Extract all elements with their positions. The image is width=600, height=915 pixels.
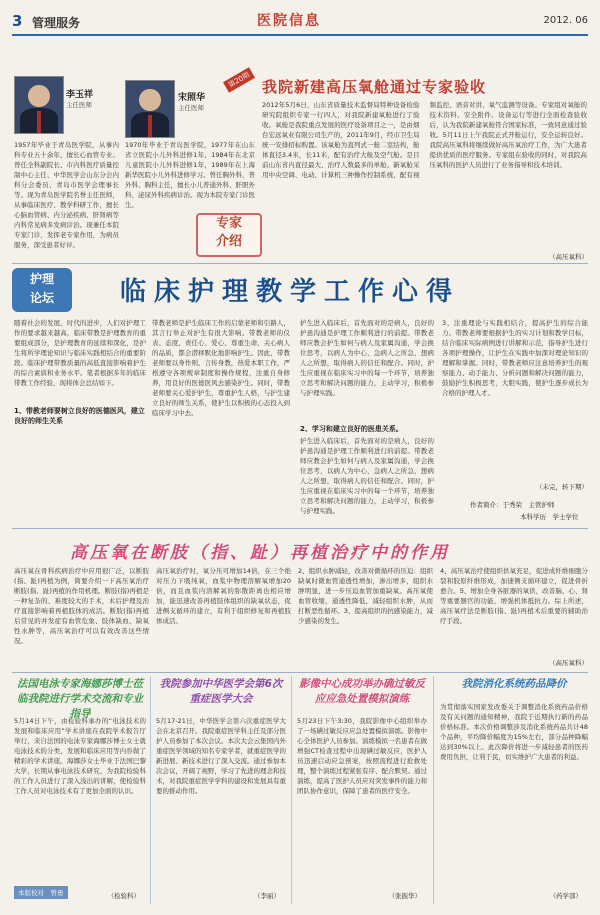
column-separator — [433, 676, 434, 904]
bottom-news-3 — [297, 676, 427, 904]
nursing-article-title: 临床护理教学工作心得 — [120, 277, 461, 307]
section-divider — [12, 263, 588, 264]
section-name: 管理服务 — [32, 16, 81, 30]
nursing-col-2: 带教老师是护生临床工作的启蒙老师和引路人，其言行举止对护生有很大影响。带教老师的仪表、态度、责任心、爱心、尊重生命、关心病人的品质，都会潜移默化地影响护生。因此，带教老师要以身作则、言传身教，热爱本职工作，严格遵守各项规章制度和操作规程，注重自身修养，用良好的医德医风去感染护生。同时，带教老师要关心爱护护生，尊重护生人格，与护生建立良好的师生关系，使护生以积极的心态投入到临床学习中去。 — [152, 319, 290, 417]
nursing-subheading-2: 2、学习和建立良好的医患关系。 — [300, 425, 403, 433]
bottom-news-3-title: 影像中心成功举办确过敏反应应急处置模拟演练 — [299, 678, 425, 705]
hbo-col-4: 4、高压氧治疗使组织供氧充足，促进成纤维细胞分裂和胶原纤维形成，加速侧支循环建立，促进骨折愈合。5、增加全身各脏器的氧供，改善脑、心、肾等重要器官的功能，增强机体抵抗力。综上所述，高压氧疗法是断肢(指、趾)再植术后重要的辅助治疗手段。 — [440, 567, 588, 625]
photo-face-shape — [28, 85, 49, 107]
proofreader-tag: 本版校对 曾勇 — [14, 886, 68, 899]
hbo-col-3: 2、组织水肿减轻，改善对微循环的压迫：组织缺氧时微血管通透性增加，渗出增多，组织水肿明显，进一步压迫血管加重缺氧。高压氧使血管收缩，通透性降低，减轻组织水肿，从而打断恶性循环。3、提高组织的抗感染能力，减少感染的发生。 — [298, 567, 433, 625]
issue-tag: 第20期 — [223, 67, 255, 92]
hbo-col-1: 高压氧在骨科疾病治疗中应用很广泛，以断肢(指、趾)再植为例，简要介绍一下高压氧治疗断肢(指、趾)再植的作用机理。断肢(指)再植是一种复杂的、难度较大的手术，术后护理及治疗直接影响着再植肢体的成活。断肢(指)再植后常见的并发症有血管危象、肢体缺血、缺氧性水肿等，高压氧治疗可以有效改善这些情况。 — [14, 567, 149, 645]
news-signoff-oxygen: （高压氧科） — [549, 253, 588, 261]
nursing-col-4: 3、注重理论与实践相结合，提高护生的综合能力。带教老师要根据护生的实习计划和教学目标，结合临床实际病例进行讲解和示范，指导护生进行各项护理操作，让护生在实践中加深对理论知识的理解和掌握。同时，带教老师应注意培养护生的观察能力、动手能力、分析问题和解决问题的能力，鼓励护生积极思考，大胆实践，使护生逐步成长为合格的护理人才。 — [442, 319, 588, 397]
bottom-news-1 — [14, 676, 146, 904]
newspaper-logo: 医院信息 — [257, 13, 321, 29]
bottom-news-4-sign: （药学部） — [549, 892, 582, 900]
nursing-tag-line1: 护理 — [29, 272, 54, 286]
expert-1-bio: 1957年毕业于青岛医学院，从事内科专业五十余年，擅长心血管专业。曾任全科副院长、市内科医疗质量控制中心主任、中华医学会山东分会内科分会委员、青岛市医学会理事长等。现为青岛医学院名誉主任医师，从事临床医疗、教学科研工作，擅长心脑血管病、内分泌疾病、肝肾病等内科常见病多发病诊治。现兼任本院专家门诊，发挥老专家作用，为病员服务，深受患者好评。 — [14, 141, 119, 249]
photo-tie-shape — [148, 115, 152, 137]
expert-2-name: 宋照华 — [178, 93, 206, 103]
photo-tie-shape — [37, 111, 41, 133]
bottom-news-2-title: 我院参加中华医学会第6次重症医学大会 — [159, 678, 283, 705]
expert-photo-1 — [14, 76, 64, 134]
news-body-oxygen-chamber: 2012年5月6日，山东省质量技术监督局特种设备检验研究院组织专家一行四人，对我院新建氧舱进行了验收。氧舱是我院重点发展的医疗设备项目之一，是由烟台宏远氧业有限公司生产的，2011年9月，经市卫生局统一安排招标购置。该氧舱为直列式一舱二室结构，舱体直径3.4米，长11米，配有治疗大舱及空气舱。是目前山东省内直径最大、治疗人数最多的单舱。新氧舱采用中央空调、电动、计算机三种操作控制系统，配有视频监控、语音对讲、氧气监测等设备。专家组对氧舱的技术资料、安全附件、设备运行等进行全面检查验收后，认为我院新建氧舱符合国家标准，一致同意通过验收。5月11日上午我院正式开舱运行，安全运转良好。我院高压氧科将继续做好高压氧治疗工作，为广大患者提供优质的医疗服务。专家组在验收的同时，对我院高压氧科的医护人员进行了业务指导和技术培训。 — [262, 101, 587, 179]
nursing-author-line-1: 作者简介：于秀荣 主管护师 — [470, 501, 555, 509]
intro-badge-line1: 专家 — [215, 216, 242, 231]
expert-2-role: 主任医师 — [178, 104, 204, 112]
news-title-oxygen-chamber: 我院新建高压氧舱通过专家验收 — [262, 78, 487, 96]
bottom-news-4-body: 为贯彻落实国家发改委关于调整消化系统药品价格及有关问题的通知精神，我院于近期执行新的药品价格标准。本次价格调整涉及消化系统药品共计48个品种，平均降价幅度为15%左右，部分品种降幅达到30%以上。此次降价将进一步减轻患者的医药费用负担，让利于民，切实维护广大患者的利益。 — [440, 703, 588, 761]
bottom-news-4-title: 我院消化系统药品降价 — [461, 678, 567, 690]
nursing-forum-tag — [12, 268, 72, 312]
page-header — [12, 10, 588, 36]
bottom-news-2 — [156, 676, 286, 904]
page-number: 3 — [12, 12, 23, 30]
bottom-news-1-sign: （检验科） — [107, 892, 140, 900]
nursing-col-1: 随着社会的发展，时代的进步，人们对护理工作的要求越来越高，临床带教是护理教育的重要组成部分，是护理教育的延续和深化，是护生将所学理论知识与临床实践相结合的重要阶段。临床护理带教质量的高低直接影响着护生的综合素质和业务水平。笔者根据多年的临床带教工作经验，现将体会总结如下。 — [14, 319, 146, 387]
expert-photo-2 — [125, 80, 175, 138]
photo-face-shape — [139, 89, 160, 111]
bottom-news-2-sign: （李丽） — [254, 892, 280, 900]
section-divider — [12, 528, 588, 529]
section-divider — [12, 672, 588, 673]
nursing-subheading-1: 1、带教老师要树立良好的医德医风，建立良好的师生关系 — [14, 407, 145, 425]
nursing-col-3: 护生进入临床后，首先面对的是病人，良好的护患沟通是护理工作顺利进行的前提。带教老师应教会护生如何与病人及家属沟通，学会换位思考，以病人为中心，急病人之所急，想病人之所想，取得病人的信任和配合。同时，护生应重视在临床实习中的每一个环节，培养独立思考和解决问题的能力，主动学习，积极参与护理实践。 — [300, 319, 434, 397]
bottom-news-1-title: 法国电泳专家海娜莎博士莅临我院进行学术交流和专业指导 — [17, 678, 143, 720]
expert-1-name: 李玉祥 — [66, 90, 94, 100]
column-separator — [291, 676, 292, 904]
hbo-signoff: （高压氧科） — [549, 659, 588, 667]
hbo-article-title: 高压氧在断肢（指、趾）再植治疗中的作用 — [70, 543, 450, 563]
expert-1-role: 主任医师 — [66, 101, 92, 109]
intro-badge-line2: 介绍 — [215, 234, 242, 249]
nursing-col-3b: 护生进入临床后，首先面对的是病人，良好的护患沟通是护理工作顺利进行的前提。带教老师应教会护生如何与病人及家属沟通，学会换位思考，以病人为中心，急病人之所急，想病人之所想，取得病人的信任和配合。同时，护生应重视在临床实习中的每一个环节，培养独立思考和解决问题的能力，主动学习，积极参与护理实践。 — [300, 437, 434, 515]
expert-intro-badge — [196, 213, 262, 257]
hbo-col-2: 高压氧治疗时，氧分压可增加14倍，在三个绝对压力下吸纯氧，血浆中物理溶解氧增加20倍，而且血浆内溶解氧的弥散距离也相应增加，能迅速改善再植肢体组织的缺氧状态，促进侧支循环的建立，有利于组织修复和再植肢体成活。 — [156, 567, 291, 625]
expert-2-bio: 1970年毕业于青岛医学院，1977年在山东省立医院小儿外科进修1年，1984年在北京儿童医院小儿外科进修1年，1989年在上海新华医院小儿外科进修学习。曾任胸外科、普外科、胸科主任，擅长小儿普通外科、肝胆外科、泌尿外科疾病诊治。现为本院专家门诊医生。 — [125, 141, 255, 209]
nursing-tag-line2: 论坛 — [29, 291, 54, 305]
nursing-continued: （未完，转下期） — [536, 483, 588, 491]
bottom-news-2-body: 5月17-21日，中华医学会第六次重症医学大会在北京召开。我院重症医学科主任及部分医护人员参加了本次会议。本次大会云集国内外重症医学领域的知名专家学者，就重症医学的新进展、新技术进行了深入交流。通过参加本次会议，开阔了视野，学习了先进的理念和技术，对我院重症医学学科的建设和发展具有重要的推动作用。 — [156, 717, 286, 795]
column-separator — [150, 676, 151, 904]
bottom-news-3-body: 5月23日下午3:30，我院影像中心组织举办了一场碘过敏反应应急处置模拟演练。影像中心全体医护人员参加。演练模拟一名患者在做增强CT检查过程中出现碘过敏反应，医护人员迅速启动应急预案，按照流程进行抢救处理，整个演练过程紧张有序、配合默契。通过演练，提高了医护人员应对突发事件的能力和团队协作意识，保障了患者的医疗安全。 — [297, 717, 427, 795]
bottom-news-3-sign: （张振华） — [388, 892, 421, 900]
bottom-news-4 — [440, 676, 588, 904]
nursing-author-line-2: 本科学历 学士学位 — [520, 513, 579, 521]
bottom-news-1-body: 5月14日下午，由检验科承办的“电泳技术的发展和临床应用”学术讲座在我院学术报告厅举行，来自法国的电泳专家海娜莎博士女士就电泳技术的分类、发展和临床应用等内容做了精彩的学术讲座。海娜莎女士毕业于法国巴黎大学，长期从事电泳技术研究，为我院检验科的工作人员进行了深入浅出的讲解，使检验科工作人员对电泳技术有了更加全面的认识。 — [14, 717, 146, 795]
issue-date: 2012. 06 — [543, 15, 588, 26]
